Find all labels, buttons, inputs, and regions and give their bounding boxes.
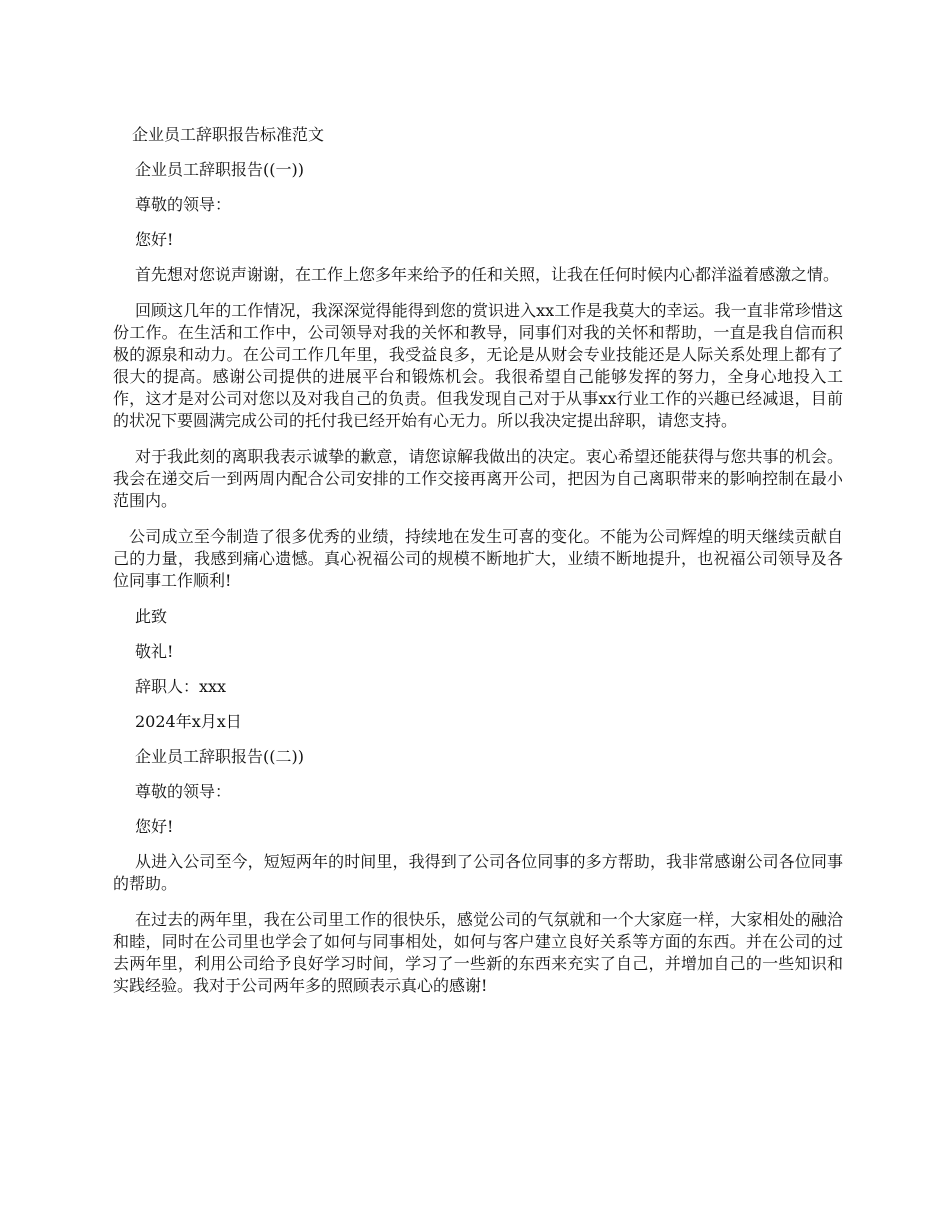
letter1-salutation: 尊敬的领导： (135, 195, 232, 214)
document-page (113, 124, 843, 997)
letter2-heading: 企业员工辞职报告((二)) (135, 747, 304, 766)
letter2-paragraph-2: 在过去的两年里，我在公司里工作的很快乐，感觉公司的气氛就和一个大家庭一样，大家相处的融洽和睦，同时在公司里也学会了如何与同事相处，如何与客户建立良好关系等方面的东西。并在公司的过去两年里，利用公司给予良好学习时间，学习了一些新的东西来充实了自己，并增加自己的一些知识和实践经验。我对于公司两年多的照顾表示真心的感谢! (113, 910, 843, 995)
letter1-paragraph-4: 公司成立至今制造了很多优秀的业绩，持续地在发生可喜的变化。不能为公司辉煌的明天继续贡献自己的力量，我感到痛心遗憾。真心祝福公司的规模不断地扩大，业绩不断地提升，也祝福公司领导及各位同事工作顺利! (113, 527, 843, 590)
letter1-signer: 辞职人：xxx (135, 677, 227, 696)
letter2-paragraph-1: 从进入公司至今，短短两年的时间里，我得到了公司各位同事的多方帮助，我非常感谢公司各位同事的帮助。 (113, 852, 843, 893)
letter1-greeting: 您好! (135, 230, 174, 249)
letter2-salutation: 尊敬的领导： (135, 782, 232, 801)
letter1-heading: 企业员工辞职报告((一)) (135, 160, 304, 179)
letter1-paragraph-1: 首先想对您说声谢谢，在工作上您多年来给予的任和关照，让我在任何时候内心都洋溢着感激之情。 (135, 265, 840, 284)
letter2-greeting: 您好! (135, 817, 174, 836)
letter1-paragraph-3: 对于我此刻的离职我表示诚挚的歉意，请您谅解我做出的决定。衷心希望还能获得与您共事的机会。我会在递交后一到两周内配合公司安排的工作交接再离开公司，把因为自己离职带来的影响控制在最小范围内。 (113, 447, 843, 510)
letter1-closing-2: 敬礼! (135, 642, 174, 661)
letter1-closing-1: 此致 (135, 607, 168, 626)
letter1-date: 2024年x月x日 (135, 712, 242, 731)
letter1-paragraph-2: 回顾这几年的工作情况，我深深觉得能得到您的赏识进入xx工作是我莫大的幸运。我一直非常珍惜这份工作。在生活和工作中，公司领导对我的关怀和教导，同事们对我的关怀和帮助，一直是我自信而积极的源泉和动力。在公司工作几年里，我受益良多，无论是从财会专业技能还是人际关系处理上都有了很大的提高。感谢公司提供的进展平台和锻炼机会。我很希望自己能够发挥的努力，全身心地投入工作，这才是对公司对您以及对我自己的负责。但我发现自己对于从事xx行业工作的兴趣已经减退，目前的状况下要圆满完成公司的托付我已经开始有心无力。所以我决定提出辞职，请您支持。 (113, 301, 843, 430)
document-title: 企业员工辞职报告标准范文 (132, 125, 325, 144)
